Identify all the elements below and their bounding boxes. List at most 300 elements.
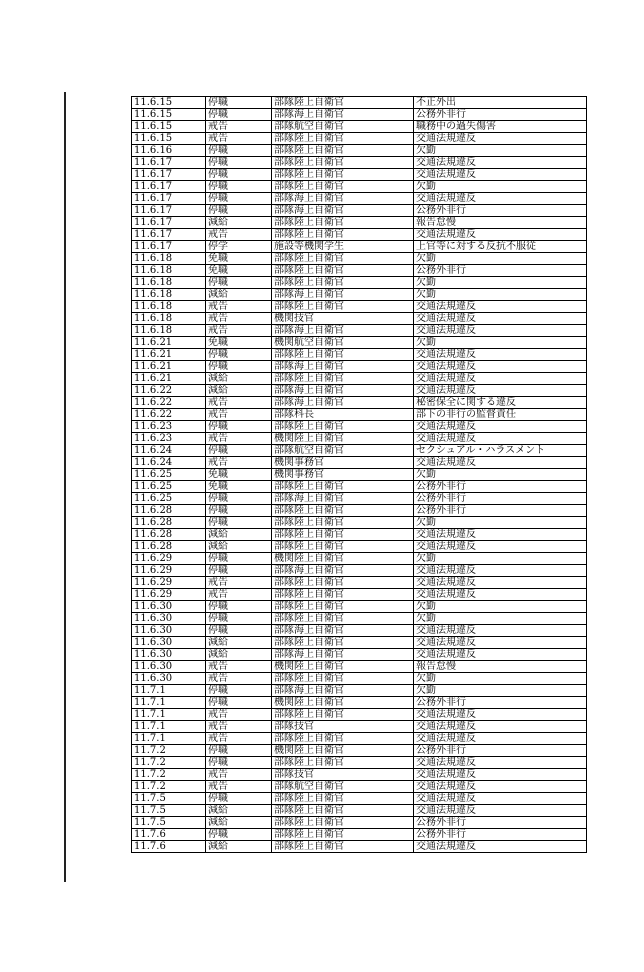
date-cell: 11.6.21 (132, 349, 206, 361)
date-cell: 11.7.1 (132, 721, 206, 733)
offense-cell: 交通法規違反 (414, 709, 587, 721)
offense-cell: 交通法規違反 (414, 193, 587, 205)
penalty-cell: 停職 (206, 553, 272, 565)
position-cell: 部隊陸上自衛官 (272, 841, 414, 853)
offense-cell: 部下の非行の監督責任 (414, 409, 587, 421)
table-row (132, 385, 587, 397)
position-cell: 部隊陸上自衛官 (272, 301, 414, 313)
penalty-cell: 減給 (206, 529, 272, 541)
offense-cell: 秘密保全に関する違反 (414, 397, 587, 409)
offense-cell: セクシュアル・ハラスメント (414, 445, 587, 457)
date-cell: 11.6.30 (132, 601, 206, 613)
table-row (132, 181, 587, 193)
offense-cell: 交通法規違反 (414, 301, 587, 313)
table-row (132, 793, 587, 805)
table-row (132, 349, 587, 361)
position-cell: 部隊陸上自衛官 (272, 253, 414, 265)
date-cell: 11.7.1 (132, 685, 206, 697)
date-cell: 11.6.30 (132, 625, 206, 637)
position-cell: 機関陸上自衛官 (272, 553, 414, 565)
date-cell: 11.7.6 (132, 841, 206, 853)
position-cell: 機関技官 (272, 313, 414, 325)
offense-cell: 交通法規違反 (414, 349, 587, 361)
date-cell: 11.7.2 (132, 757, 206, 769)
position-cell: 部隊陸上自衛官 (272, 529, 414, 541)
table-row (132, 121, 587, 133)
table-row (132, 253, 587, 265)
table-row (132, 529, 587, 541)
offense-cell: 交通法規違反 (414, 229, 587, 241)
position-cell: 部隊陸上自衛官 (272, 181, 414, 193)
penalty-cell: 戒告 (206, 589, 272, 601)
table-row (132, 193, 587, 205)
date-cell: 11.6.29 (132, 553, 206, 565)
offense-cell: 公務外非行 (414, 697, 587, 709)
offense-cell: 欠勤 (414, 289, 587, 301)
penalty-cell: 停学 (206, 241, 272, 253)
penalty-cell: 戒告 (206, 301, 272, 313)
date-cell: 11.6.15 (132, 133, 206, 145)
offense-cell: 交通法規違反 (414, 841, 587, 853)
table-row (132, 469, 587, 481)
date-cell: 11.6.17 (132, 193, 206, 205)
table-row (132, 589, 587, 601)
table-row (132, 649, 587, 661)
date-cell: 11.6.30 (132, 661, 206, 673)
position-cell: 部隊海上自衛官 (272, 361, 414, 373)
position-cell: 部隊陸上自衛官 (272, 229, 414, 241)
offense-cell: 交通法規違反 (414, 781, 587, 793)
binding-margin-line (64, 92, 66, 882)
penalty-cell: 減給 (206, 805, 272, 817)
table-row (132, 577, 587, 589)
penalty-cell: 停職 (206, 793, 272, 805)
offense-cell: 上官等に対する反抗不服従 (414, 241, 587, 253)
table-row (132, 217, 587, 229)
date-cell: 11.6.21 (132, 337, 206, 349)
date-cell: 11.7.2 (132, 769, 206, 781)
date-cell: 11.7.5 (132, 793, 206, 805)
offense-cell: 交通法規違反 (414, 541, 587, 553)
table-row (132, 229, 587, 241)
position-cell: 部隊陸上自衛官 (272, 733, 414, 745)
penalty-cell: 停職 (206, 169, 272, 181)
table-row (132, 601, 587, 613)
offense-cell: 公務外非行 (414, 817, 587, 829)
date-cell: 11.6.23 (132, 433, 206, 445)
penalty-cell: 減給 (206, 385, 272, 397)
penalty-cell: 停職 (206, 745, 272, 757)
offense-cell: 交通法規違反 (414, 373, 587, 385)
position-cell: 部隊海上自衛官 (272, 109, 414, 121)
table-row (132, 133, 587, 145)
penalty-cell: 停職 (206, 97, 272, 109)
offense-cell: 欠勤 (414, 337, 587, 349)
penalty-cell: 停職 (206, 757, 272, 769)
disciplinary-records-table (131, 96, 587, 853)
table-row (132, 817, 587, 829)
offense-cell: 欠勤 (414, 253, 587, 265)
penalty-cell: 停職 (206, 505, 272, 517)
penalty-cell: 戒告 (206, 397, 272, 409)
penalty-cell: 免職 (206, 481, 272, 493)
date-cell: 11.6.22 (132, 397, 206, 409)
position-cell: 部隊陸上自衛官 (272, 613, 414, 625)
date-cell: 11.6.25 (132, 481, 206, 493)
position-cell: 部隊海上自衛官 (272, 205, 414, 217)
penalty-cell: 停職 (206, 565, 272, 577)
position-cell: 部隊陸上自衛官 (272, 505, 414, 517)
penalty-cell: 免職 (206, 337, 272, 349)
offense-cell: 報告怠慢 (414, 217, 587, 229)
table-row (132, 433, 587, 445)
table-row (132, 613, 587, 625)
position-cell: 部隊陸上自衛官 (272, 349, 414, 361)
penalty-cell: 戒告 (206, 313, 272, 325)
penalty-cell: 停職 (206, 349, 272, 361)
offense-cell: 不正外出 (414, 97, 587, 109)
position-cell: 部隊技官 (272, 769, 414, 781)
penalty-cell: 戒告 (206, 229, 272, 241)
date-cell: 11.6.21 (132, 361, 206, 373)
date-cell: 11.6.23 (132, 421, 206, 433)
date-cell: 11.6.30 (132, 673, 206, 685)
offense-cell: 交通法規違反 (414, 325, 587, 337)
table-row (132, 169, 587, 181)
offense-cell: 欠勤 (414, 553, 587, 565)
penalty-cell: 停職 (206, 829, 272, 841)
table-row (132, 709, 587, 721)
penalty-cell: 停職 (206, 625, 272, 637)
penalty-cell: 減給 (206, 289, 272, 301)
date-cell: 11.6.28 (132, 505, 206, 517)
penalty-cell: 戒告 (206, 661, 272, 673)
table-row (132, 673, 587, 685)
position-cell: 部隊陸上自衛官 (272, 709, 414, 721)
table-row (132, 697, 587, 709)
offense-cell: 交通法規違反 (414, 361, 587, 373)
offense-cell: 交通法規違反 (414, 577, 587, 589)
table-row (132, 637, 587, 649)
date-cell: 11.6.22 (132, 385, 206, 397)
penalty-cell: 停職 (206, 157, 272, 169)
penalty-cell: 停職 (206, 613, 272, 625)
position-cell: 機関事務官 (272, 457, 414, 469)
date-cell: 11.6.24 (132, 445, 206, 457)
position-cell: 部隊海上自衛官 (272, 397, 414, 409)
position-cell: 部隊技官 (272, 721, 414, 733)
offense-cell: 交通法規違反 (414, 565, 587, 577)
position-cell: 部隊海上自衛官 (272, 325, 414, 337)
position-cell: 部隊陸上自衛官 (272, 145, 414, 157)
penalty-cell: 戒告 (206, 781, 272, 793)
date-cell: 11.6.15 (132, 97, 206, 109)
offense-cell: 公務外非行 (414, 505, 587, 517)
date-cell: 11.6.17 (132, 229, 206, 241)
offense-cell: 公務外非行 (414, 109, 587, 121)
offense-cell: 職務中の過失傷害 (414, 121, 587, 133)
table-row (132, 265, 587, 277)
offense-cell: 交通法規違反 (414, 529, 587, 541)
offense-cell: 交通法規違反 (414, 589, 587, 601)
table-row (132, 313, 587, 325)
offense-cell: 報告怠慢 (414, 661, 587, 673)
table-row (132, 841, 587, 853)
penalty-cell: 戒告 (206, 433, 272, 445)
table-body (132, 97, 587, 853)
date-cell: 11.7.2 (132, 781, 206, 793)
offense-cell: 公務外非行 (414, 205, 587, 217)
table-row (132, 457, 587, 469)
table-row (132, 505, 587, 517)
table-row (132, 733, 587, 745)
table-row (132, 157, 587, 169)
table-row (132, 517, 587, 529)
position-cell: 部隊科長 (272, 409, 414, 421)
position-cell: 部隊陸上自衛官 (272, 793, 414, 805)
penalty-cell: 停職 (206, 181, 272, 193)
position-cell: 部隊海上自衛官 (272, 565, 414, 577)
penalty-cell: 減給 (206, 637, 272, 649)
penalty-cell: 減給 (206, 841, 272, 853)
penalty-cell: 停職 (206, 361, 272, 373)
penalty-cell: 停職 (206, 697, 272, 709)
date-cell: 11.6.16 (132, 145, 206, 157)
offense-cell: 欠勤 (414, 277, 587, 289)
table-row (132, 769, 587, 781)
offense-cell: 交通法規違反 (414, 757, 587, 769)
offense-cell: 交通法規違反 (414, 421, 587, 433)
penalty-cell: 戒告 (206, 673, 272, 685)
date-cell: 11.6.25 (132, 493, 206, 505)
date-cell: 11.6.18 (132, 289, 206, 301)
position-cell: 部隊陸上自衛官 (272, 829, 414, 841)
date-cell: 11.6.18 (132, 265, 206, 277)
position-cell: 部隊海上自衛官 (272, 625, 414, 637)
penalty-cell: 停職 (206, 517, 272, 529)
table-row (132, 409, 587, 421)
date-cell: 11.6.30 (132, 649, 206, 661)
penalty-cell: 停職 (206, 493, 272, 505)
penalty-cell: 減給 (206, 649, 272, 661)
position-cell: 部隊陸上自衛官 (272, 601, 414, 613)
offense-cell: 欠勤 (414, 601, 587, 613)
offense-cell: 交通法規違反 (414, 169, 587, 181)
date-cell: 11.6.28 (132, 517, 206, 529)
penalty-cell: 減給 (206, 541, 272, 553)
table-row (132, 421, 587, 433)
offense-cell: 交通法規違反 (414, 637, 587, 649)
penalty-cell: 戒告 (206, 733, 272, 745)
date-cell: 11.6.29 (132, 589, 206, 601)
penalty-cell: 免職 (206, 469, 272, 481)
table-row (132, 481, 587, 493)
date-cell: 11.6.17 (132, 181, 206, 193)
date-cell: 11.6.18 (132, 325, 206, 337)
position-cell: 部隊陸上自衛官 (272, 97, 414, 109)
table-row (132, 757, 587, 769)
penalty-cell: 戒告 (206, 709, 272, 721)
position-cell: 施設等機関学生 (272, 241, 414, 253)
date-cell: 11.6.25 (132, 469, 206, 481)
penalty-cell: 停職 (206, 145, 272, 157)
table-row (132, 397, 587, 409)
offense-cell: 交通法規違反 (414, 313, 587, 325)
position-cell: 部隊陸上自衛官 (272, 169, 414, 181)
date-cell: 11.7.1 (132, 733, 206, 745)
penalty-cell: 減給 (206, 373, 272, 385)
position-cell: 部隊陸上自衛官 (272, 589, 414, 601)
offense-cell: 公務外非行 (414, 481, 587, 493)
position-cell: 部隊海上自衛官 (272, 493, 414, 505)
table-row (132, 829, 587, 841)
table-row (132, 565, 587, 577)
penalty-cell: 減給 (206, 217, 272, 229)
date-cell: 11.6.15 (132, 121, 206, 133)
offense-cell: 欠勤 (414, 145, 587, 157)
position-cell: 部隊陸上自衛官 (272, 277, 414, 289)
offense-cell: 交通法規違反 (414, 721, 587, 733)
date-cell: 11.6.18 (132, 313, 206, 325)
date-cell: 11.6.17 (132, 169, 206, 181)
position-cell: 機関陸上自衛官 (272, 697, 414, 709)
penalty-cell: 停職 (206, 193, 272, 205)
position-cell: 機関航空自衛官 (272, 337, 414, 349)
date-cell: 11.6.30 (132, 613, 206, 625)
position-cell: 部隊陸上自衛官 (272, 157, 414, 169)
table-row (132, 277, 587, 289)
table-row (132, 721, 587, 733)
table-row (132, 205, 587, 217)
table-row (132, 661, 587, 673)
offense-cell: 交通法規違反 (414, 385, 587, 397)
offense-cell: 欠勤 (414, 469, 587, 481)
offense-cell: 交通法規違反 (414, 649, 587, 661)
position-cell: 部隊陸上自衛官 (272, 577, 414, 589)
table-row (132, 337, 587, 349)
position-cell: 部隊陸上自衛官 (272, 517, 414, 529)
position-cell: 部隊陸上自衛官 (272, 805, 414, 817)
date-cell: 11.6.28 (132, 529, 206, 541)
table-row (132, 781, 587, 793)
position-cell: 機関陸上自衛官 (272, 661, 414, 673)
table-row (132, 301, 587, 313)
offense-cell: 交通法規違反 (414, 157, 587, 169)
date-cell: 11.6.22 (132, 409, 206, 421)
date-cell: 11.6.18 (132, 301, 206, 313)
offense-cell: 交通法規違反 (414, 793, 587, 805)
date-cell: 11.6.29 (132, 577, 206, 589)
penalty-cell: 停職 (206, 277, 272, 289)
position-cell: 部隊航空自衛官 (272, 781, 414, 793)
position-cell: 部隊陸上自衛官 (272, 217, 414, 229)
position-cell: 部隊海上自衛官 (272, 385, 414, 397)
position-cell: 機関事務官 (272, 469, 414, 481)
date-cell: 11.7.2 (132, 745, 206, 757)
table-row (132, 745, 587, 757)
date-cell: 11.6.29 (132, 565, 206, 577)
date-cell: 11.6.15 (132, 109, 206, 121)
position-cell: 部隊陸上自衛官 (272, 133, 414, 145)
table-row (132, 553, 587, 565)
date-cell: 11.7.1 (132, 709, 206, 721)
date-cell: 11.6.24 (132, 457, 206, 469)
position-cell: 機関陸上自衛官 (272, 433, 414, 445)
table-row (132, 625, 587, 637)
penalty-cell: 停職 (206, 421, 272, 433)
position-cell: 部隊陸上自衛官 (272, 541, 414, 553)
date-cell: 11.6.28 (132, 541, 206, 553)
table-row (132, 97, 587, 109)
date-cell: 11.6.17 (132, 205, 206, 217)
position-cell: 部隊航空自衛官 (272, 121, 414, 133)
penalty-cell: 停職 (206, 205, 272, 217)
penalty-cell: 停職 (206, 445, 272, 457)
table-row (132, 325, 587, 337)
penalty-cell: 減給 (206, 817, 272, 829)
table-row (132, 493, 587, 505)
offense-cell: 交通法規違反 (414, 805, 587, 817)
offense-cell: 交通法規違反 (414, 733, 587, 745)
offense-cell: 交通法規違反 (414, 457, 587, 469)
table-row (132, 541, 587, 553)
penalty-cell: 戒告 (206, 721, 272, 733)
position-cell: 部隊航空自衛官 (272, 445, 414, 457)
offense-cell: 欠勤 (414, 613, 587, 625)
position-cell: 部隊陸上自衛官 (272, 265, 414, 277)
date-cell: 11.7.6 (132, 829, 206, 841)
offense-cell: 交通法規違反 (414, 133, 587, 145)
date-cell: 11.7.5 (132, 817, 206, 829)
table-row (132, 145, 587, 157)
penalty-cell: 免職 (206, 265, 272, 277)
table-row (132, 805, 587, 817)
penalty-cell: 停職 (206, 601, 272, 613)
table-row (132, 685, 587, 697)
penalty-cell: 停職 (206, 685, 272, 697)
offense-cell: 公務外非行 (414, 265, 587, 277)
offense-cell: 欠勤 (414, 181, 587, 193)
table-row (132, 361, 587, 373)
date-cell: 11.7.5 (132, 805, 206, 817)
date-cell: 11.6.30 (132, 637, 206, 649)
position-cell: 部隊陸上自衛官 (272, 673, 414, 685)
penalty-cell: 戒告 (206, 121, 272, 133)
offense-cell: 欠勤 (414, 517, 587, 529)
position-cell: 部隊海上自衛官 (272, 289, 414, 301)
date-cell: 11.6.18 (132, 277, 206, 289)
date-cell: 11.6.17 (132, 217, 206, 229)
position-cell: 機関陸上自衛官 (272, 745, 414, 757)
penalty-cell: 戒告 (206, 409, 272, 421)
offense-cell: 交通法規違反 (414, 433, 587, 445)
penalty-cell: 戒告 (206, 133, 272, 145)
penalty-cell: 戒告 (206, 457, 272, 469)
position-cell: 部隊陸上自衛官 (272, 637, 414, 649)
penalty-cell: 戒告 (206, 577, 272, 589)
table-row (132, 373, 587, 385)
date-cell: 11.6.18 (132, 253, 206, 265)
position-cell: 部隊陸上自衛官 (272, 757, 414, 769)
offense-cell: 欠勤 (414, 673, 587, 685)
position-cell: 部隊陸上自衛官 (272, 817, 414, 829)
position-cell: 部隊海上自衛官 (272, 649, 414, 661)
penalty-cell: 停職 (206, 109, 272, 121)
offense-cell: 公務外非行 (414, 493, 587, 505)
offense-cell: 欠勤 (414, 685, 587, 697)
offense-cell: 交通法規違反 (414, 625, 587, 637)
position-cell: 部隊海上自衛官 (272, 193, 414, 205)
